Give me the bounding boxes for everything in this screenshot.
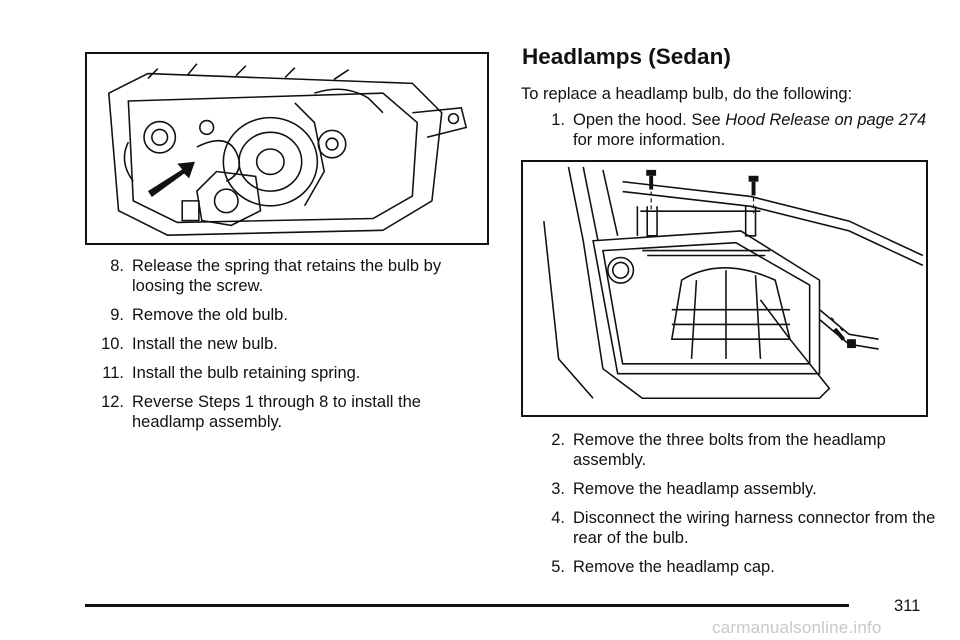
step-text: Install the new bulb. bbox=[132, 335, 278, 353]
watermark-text: carmanualsonline.info bbox=[712, 618, 882, 637]
headlamp-rear-drawing bbox=[87, 54, 487, 243]
page-number: 311 bbox=[894, 597, 921, 615]
headlamp-rear-illustration bbox=[85, 52, 489, 245]
intro-text: To replace a headlamp bulb, do the following: bbox=[521, 85, 853, 103]
steps-list-left bbox=[80, 256, 490, 441]
list-item bbox=[521, 508, 941, 548]
step-number: 8. bbox=[110, 257, 124, 275]
step-text: Remove the old bulb. bbox=[132, 306, 288, 324]
step-number: 9. bbox=[110, 306, 124, 324]
step-text: Release the spring that retains the bulb by loosing the screw. bbox=[132, 257, 442, 295]
step-text: Disconnect the wiring harness connector from the rear of the bulb. bbox=[573, 509, 936, 547]
headlamp-bolts-illustration bbox=[521, 160, 928, 417]
cross-reference: Hood Release on page 274 bbox=[725, 111, 927, 129]
step-text: Remove the three bolts from the headlamp assembly. bbox=[573, 431, 886, 469]
list-item bbox=[80, 256, 490, 296]
list-item bbox=[80, 363, 490, 383]
pointer-arrow bbox=[148, 162, 195, 197]
footer-rule bbox=[85, 604, 849, 607]
step-number: 4. bbox=[551, 509, 565, 527]
list-item bbox=[521, 430, 941, 470]
steps-list-right-bottom bbox=[521, 430, 941, 586]
list-item bbox=[80, 392, 490, 432]
headlamp-bolts-drawing bbox=[523, 162, 926, 415]
step-text: Reverse Steps 1 through 8 to install the headlamp assembly. bbox=[132, 393, 421, 431]
step-number: 2. bbox=[551, 431, 565, 449]
list-item bbox=[521, 110, 931, 150]
list-item bbox=[521, 557, 941, 577]
step-number: 1. bbox=[551, 111, 565, 129]
step-number: 12. bbox=[101, 393, 124, 411]
section-heading: Headlamps (Sedan) bbox=[522, 44, 731, 69]
step-text: Remove the headlamp assembly. bbox=[573, 480, 817, 498]
list-item bbox=[80, 305, 490, 325]
step-number: 10. bbox=[101, 335, 124, 353]
step-number: 11. bbox=[102, 364, 124, 382]
step-text: Install the bulb retaining spring. bbox=[132, 364, 361, 382]
step-number: 3. bbox=[551, 480, 565, 498]
list-item bbox=[521, 479, 941, 499]
list-item bbox=[80, 334, 490, 354]
step-text-tail: for more information. bbox=[573, 131, 726, 149]
step-number: 5. bbox=[551, 558, 565, 576]
step-text: Remove the headlamp cap. bbox=[573, 558, 775, 576]
step-text: Open the hood. See bbox=[573, 111, 726, 129]
steps-list-right-top bbox=[521, 84, 931, 159]
intro-line bbox=[521, 84, 931, 104]
